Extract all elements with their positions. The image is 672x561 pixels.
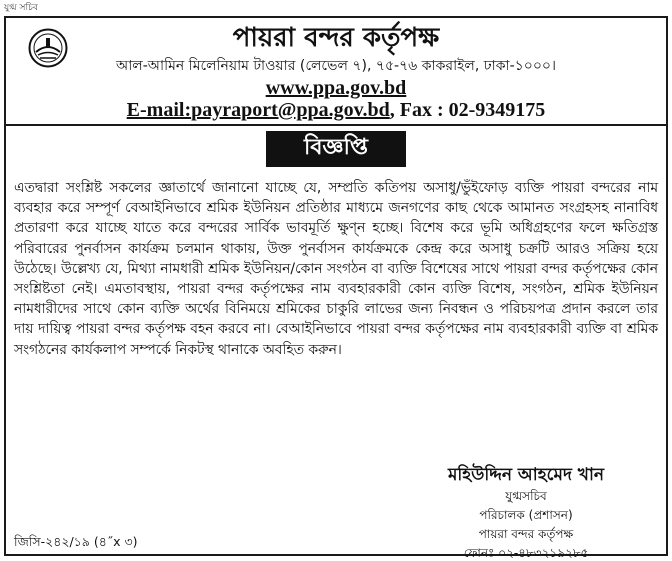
notice-advertisement <box>4 16 668 560</box>
header-divider <box>6 124 666 126</box>
title-badge-wrapper <box>6 131 666 167</box>
notice-header <box>6 18 666 122</box>
notice-title: বিজ্ঞপ্তি <box>266 131 406 167</box>
email-label: E-mail: <box>126 99 192 121</box>
signatory-organization: পায়রা বন্দর কর্তৃপক্ষ <box>478 527 574 541</box>
signatory-designation: যুগ্মসচিব <box>505 489 547 503</box>
reference-code: জিসি-২৪২/১৯ (৪˝x ৩) <box>14 534 138 549</box>
signatory-name: মহিউদ্দিন আহমেদ খান <box>447 465 605 485</box>
notice-body: এতদ্বারা সংশ্লিষ্ট সকলের জ্ঞাতার্থে জানানো যাচ্ছে যে, সম্প্রতি কতিপয় অসাধু/ভুঁইফোড় ব্যক্তি পায়রা বন্দরের নাম ব্যবহার করে সম্পূর্ণ বেআইনিভাবে শ্রমিক ইউনিয়ন প্রতিষ্ঠার মাধ্যমে জনগণের কাছ থেকে আমানত সংগ্রহসহ নানাবিধ প্রতারণা করে যাচ্ছে যাতে করে বন্দরের সার্বিক ভাবমূর্তি ক্ষুণ্ন হচ্ছে। বিশেষ করে ভূমি অধিগ্রহণের ফলে ক্ষতিগ্রস্ত পরিবারের পুনর্বাসন কার্যক্রম চলমান থাকায়, উক্ত পুনর্বাসন কার্যক্রমকে কেন্দ্র করে অসাধু চক্রটি আরও সক্রিয় হয়ে উঠেছে। উল্লেখ্য যে, মিথ্যা নামধারী শ্রমিক ইউনিয়ন/কোন সংগঠন বা ব্যক্তি বিশেষের সাথে পায়রা বন্দর কর্তৃপক্ষের কোন সংশ্লিষ্টতা নেই। এমতাবস্থায়, পায়রা বন্দর কর্তৃপক্ষের নাম ব্যবহারকারী কোন ব্যক্তি বিশেষ, সংগঠন, শ্রমিক ইউনিয়ন নামধারীদের সাথে কোন ব্যক্তি অর্থের বিনিময়ে শ্রমিকের চাকুরি লাভের জন্য নিবন্ধন ও পরিচয়পত্র প্রদান করলে তার দায় দায়িত্ব পায়রা বন্দর কর্তৃপক্ষ বহন করবে না। বেআইনিভাবে পায়রা বন্দর কর্তৃপক্ষের নাম ব্যবহারকারী ব্যক্তি বা শ্রমিক সংগঠনের কার্যকলাপ সম্পর্কে নিকটস্থ থানাকে অবহিত করুন। <box>14 180 658 358</box>
clipped-label: যুগ্ম সচিব <box>4 3 38 13</box>
contact-line <box>6 99 666 121</box>
signatory-role: পরিচালক (প্রশাসন) <box>479 508 573 522</box>
organization-name: পায়রা বন্দর কর্তৃপক্ষ <box>232 23 440 53</box>
signatory-phone: ফোনঃ ০২-৪৮৩২১৯২৮৫ <box>463 546 589 560</box>
fax-number: , Fax : 02-9349175 <box>389 99 546 121</box>
website-link[interactable]: www.ppa.gov.bd <box>265 77 407 99</box>
organization-address: আল-আমিন মিলেনিয়াম টাওয়ার (লেভেল ৭), ৭৫-৭৬ কাকরাইল, ঢাকা-১০০০। <box>115 58 557 74</box>
signature-block <box>396 463 656 561</box>
email-address[interactable]: payraport@ppa.gov.bd <box>191 99 390 121</box>
